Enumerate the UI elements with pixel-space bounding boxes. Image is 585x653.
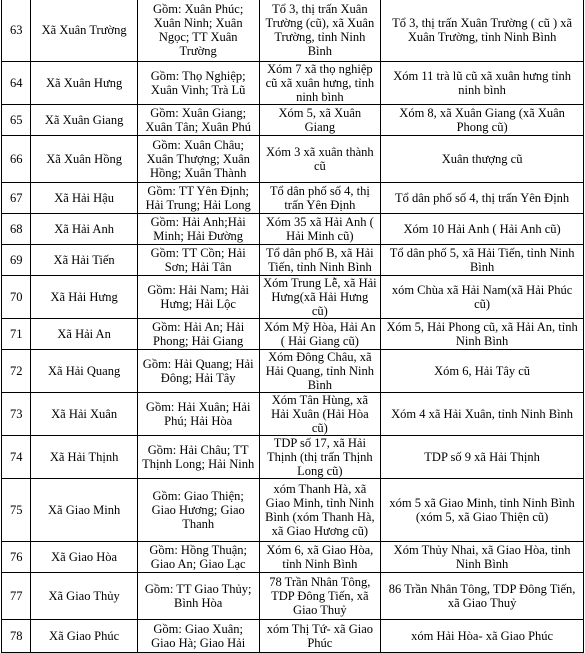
- headquarters-primary-cell: Xóm 5, xã Xuân Giang: [259, 105, 381, 136]
- headquarters-primary-cell: TDP số 17, xã Hải Thịnh (thị trấn Thịnh Long cũ): [259, 436, 381, 479]
- row-number-cell: 77: [2, 573, 31, 620]
- commune-name-cell: Xã Hải Hưng: [31, 276, 137, 319]
- table-row: [2, 350, 584, 393]
- headquarters-secondary-cell: xóm 5 xã Giao Minh, tỉnh Ninh Bình (xóm 5, xã Giao Thiện cũ): [381, 479, 584, 542]
- row-number-cell: 63: [2, 0, 31, 62]
- headquarters-primary-cell: Tổ 3, thị trấn Xuân Trường (cũ), xã Xuân Trường, tỉnh Ninh Bình: [259, 0, 381, 62]
- merged-units-cell: Gồm: Hải Nam; Hải Hưng; Hải Lộc: [137, 276, 259, 319]
- merged-units-cell: Gồm: Xuân Giang; Xuân Tân; Xuân Phú: [137, 105, 259, 136]
- commune-name-cell: Xã Xuân Hưng: [31, 62, 137, 105]
- commune-name-cell: Xã Hải Tiến: [31, 245, 137, 276]
- headquarters-secondary-cell: Xóm 5, Hải Phong cũ, xã Hải An, tỉnh Ninh Bình: [381, 319, 584, 350]
- table-row: [2, 276, 584, 319]
- headquarters-secondary-cell: Xóm 8, xã Xuân Giang (xã Xuân Phong cũ): [381, 105, 584, 136]
- commune-name-cell: Xã Hải An: [31, 319, 137, 350]
- table-row: [2, 136, 584, 183]
- row-number-cell: 76: [2, 542, 31, 573]
- merged-units-cell: Gồm: Hải Quang; Hải Đông; Hải Tây: [137, 350, 259, 393]
- commune-table-body: [2, 0, 584, 653]
- commune-name-cell: Xã Xuân Hồng: [31, 136, 137, 183]
- table-row: [2, 183, 584, 214]
- headquarters-primary-cell: Xóm 6, xã Giao Hòa, tỉnh Ninh Bình: [259, 542, 381, 573]
- headquarters-secondary-cell: Xóm Thủy Nhai, xã Giao Hòa, tỉnh Ninh Bình: [381, 542, 584, 573]
- commune-name-cell: Xã Hải Quang: [31, 350, 137, 393]
- headquarters-secondary-cell: Xóm 11 trà lũ cũ xã xuân hưng tỉnh ninh bình: [381, 62, 584, 105]
- row-number-cell: 75: [2, 479, 31, 542]
- headquarters-primary-cell: xóm Thị Tứ- xã Giao Phúc: [259, 620, 381, 653]
- headquarters-secondary-cell: Xóm 4 xã Hải Xuân, tỉnh Ninh Bình: [381, 393, 584, 436]
- table-row: [2, 436, 584, 479]
- merged-units-cell: Gồm: Giao Xuân; Giao Hà; Giao Hải: [137, 620, 259, 653]
- merged-units-cell: Gồm: Hải Anh;Hải Minh; Hải Đường: [137, 214, 259, 245]
- commune-name-cell: Xã Giao Minh: [31, 479, 137, 542]
- headquarters-secondary-cell: Tổ dân phố 5, xã Hải Tiến, tỉnh Ninh Bình: [381, 245, 584, 276]
- headquarters-primary-cell: Tổ dân phố số 4, thị trấn Yên Định: [259, 183, 381, 214]
- merged-units-cell: Gồm: Thọ Nghiệp; Xuân Vinh; Trà Lũ: [137, 62, 259, 105]
- headquarters-primary-cell: Xóm 3 xã xuân thành cũ: [259, 136, 381, 183]
- headquarters-primary-cell: Tổ dân phố B, xã Hải Tiến, tỉnh Ninh Bình: [259, 245, 381, 276]
- headquarters-secondary-cell: xóm Chùa xã Hải Nam(xã Hải Phúc cũ): [381, 276, 584, 319]
- headquarters-primary-cell: Xóm 35 xã Hải Anh ( Hải Minh cũ): [259, 214, 381, 245]
- commune-name-cell: Xã Giao Thủy: [31, 573, 137, 620]
- merged-units-cell: Gồm: TT Giao Thủy; Bình Hòa: [137, 573, 259, 620]
- table-row: [2, 105, 584, 136]
- table-row: [2, 620, 584, 653]
- commune-name-cell: Xã Hải Xuân: [31, 393, 137, 436]
- row-number-cell: 68: [2, 214, 31, 245]
- table-row: [2, 319, 584, 350]
- merged-units-cell: Gồm: Xuân Châu; Xuân Thượng; Xuân Hồng; Xuân Thành: [137, 136, 259, 183]
- headquarters-secondary-cell: TDP số 9 xã Hải Thịnh: [381, 436, 584, 479]
- headquarters-secondary-cell: Xóm 6, Hải Tây cũ: [381, 350, 584, 393]
- commune-name-cell: Xã Giao Phúc: [31, 620, 137, 653]
- table-row: [2, 214, 584, 245]
- headquarters-secondary-cell: Tổ dân phố số 4, thị trấn Yên Định: [381, 183, 584, 214]
- headquarters-primary-cell: Xóm Tân Hùng, xã Hải Xuân (Hải Hòa cũ): [259, 393, 381, 436]
- headquarters-primary-cell: Xóm Mỹ Hòa, Hải An ( Hải Giang cũ): [259, 319, 381, 350]
- row-number-cell: 73: [2, 393, 31, 436]
- row-number-cell: 74: [2, 436, 31, 479]
- row-number-cell: 65: [2, 105, 31, 136]
- commune-name-cell: Xã Xuân Trường: [31, 0, 137, 62]
- commune-name-cell: Xã Hải Anh: [31, 214, 137, 245]
- headquarters-secondary-cell: 86 Trần Nhân Tông, TDP Đông Tiến, xã Giao Thuỷ: [381, 573, 584, 620]
- headquarters-primary-cell: Xóm Đông Châu, xã Hải Quang, tỉnh Ninh Bình: [259, 350, 381, 393]
- row-number-cell: 69: [2, 245, 31, 276]
- row-number-cell: 72: [2, 350, 31, 393]
- merged-units-cell: Gồm: Giao Thiện; Giao Hương; Giao Thanh: [137, 479, 259, 542]
- headquarters-primary-cell: 78 Trần Nhân Tông, TDP Đông Tiến, xã Giao Thuỷ: [259, 573, 381, 620]
- merged-units-cell: Gồm: TT Cồn; Hải Sơn; Hải Tân: [137, 245, 259, 276]
- table-row: [2, 0, 584, 62]
- row-number-cell: 64: [2, 62, 31, 105]
- row-number-cell: 78: [2, 620, 31, 653]
- headquarters-secondary-cell: Tổ 3, thị trấn Xuân Trường ( cũ ) xã Xuân Trường, tỉnh Ninh Bình: [381, 0, 584, 62]
- table-row: [2, 245, 584, 276]
- headquarters-primary-cell: xóm Thanh Hà, xã Giao Minh, tỉnh Ninh Bình (xóm Thanh Hà, xã Giao Hương cũ): [259, 479, 381, 542]
- headquarters-secondary-cell: xóm Hải Hòa- xã Giao Phúc: [381, 620, 584, 653]
- merged-units-cell: Gồm: Hải Châu; TT Thịnh Long; Hải Ninh: [137, 436, 259, 479]
- headquarters-secondary-cell: Xuân thượng cũ: [381, 136, 584, 183]
- commune-table: [1, 0, 584, 653]
- commune-name-cell: Xã Giao Hòa: [31, 542, 137, 573]
- commune-name-cell: Xã Hải Hậu: [31, 183, 137, 214]
- headquarters-primary-cell: Xóm Trung Lễ, xã Hải Hưng(xã Hải Hưng cũ): [259, 276, 381, 319]
- table-row: [2, 62, 584, 105]
- row-number-cell: 67: [2, 183, 31, 214]
- table-row: [2, 573, 584, 620]
- headquarters-secondary-cell: Xóm 10 Hải Anh ( Hải Anh cũ): [381, 214, 584, 245]
- row-number-cell: 70: [2, 276, 31, 319]
- headquarters-primary-cell: Xóm 7 xã thọ nghiệp cũ xã xuân hưng, tỉnh ninh bình: [259, 62, 381, 105]
- merged-units-cell: Gồm: Hải Xuân; Hải Phú; Hải Hòa: [137, 393, 259, 436]
- merged-units-cell: Gồm: TT Yên Định; Hải Trung; Hải Long: [137, 183, 259, 214]
- table-row: [2, 393, 584, 436]
- table-row: [2, 542, 584, 573]
- commune-name-cell: Xã Xuân Giang: [31, 105, 137, 136]
- table-row: [2, 479, 584, 542]
- merged-units-cell: Gồm: Hồng Thuận; Giao An; Giao Lạc: [137, 542, 259, 573]
- commune-name-cell: Xã Hải Thịnh: [31, 436, 137, 479]
- row-number-cell: 71: [2, 319, 31, 350]
- row-number-cell: 66: [2, 136, 31, 183]
- merged-units-cell: Gồm: Hải An; Hải Phong; Hải Giang: [137, 319, 259, 350]
- merged-units-cell: Gồm: Xuân Phúc; Xuân Ninh; Xuân Ngọc; TT Xuân Trường: [137, 0, 259, 62]
